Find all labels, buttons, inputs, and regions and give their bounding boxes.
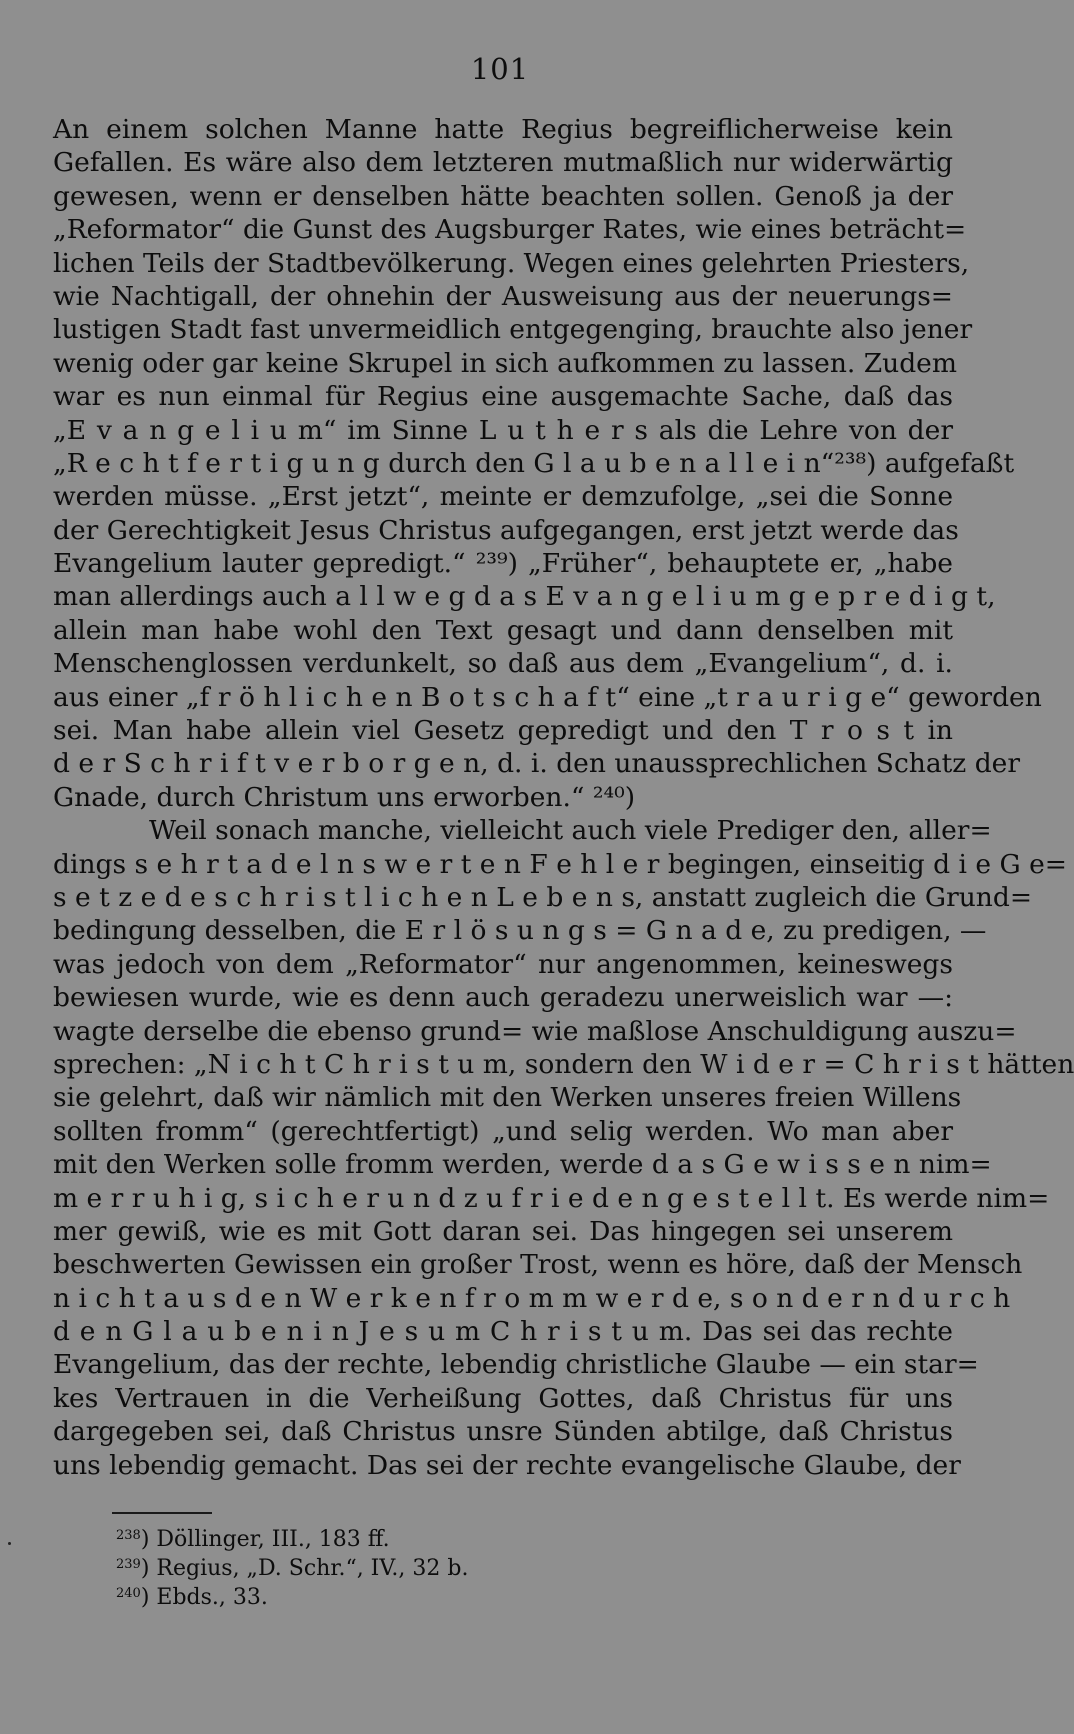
text-line: s e t z e d e s c h r i s t l i c h e n L e b e n s, anstatt zugleich die Grund= (53, 881, 1033, 913)
text-line: allein man habe wohl den Text gesagt und dann denselben mit (53, 614, 953, 646)
text-line: man allerdings auch a l l w e g d a s E v a n g e l i u m g e p r e d i g t, (53, 581, 996, 613)
text-line: „Reformator“ die Gunst des Augsburger Rates, wie eines beträcht= (53, 214, 967, 246)
text-line: m e r r u h i g, s i c h e r u n d z u f r i e d e n g e s t e l l t. Es werde nim= (53, 1182, 1050, 1214)
text-line: der Gerechtigkeit Jesus Christus aufgegangen, erst jetzt werde das (53, 514, 959, 546)
text-line: An einem solchen Manne hatte Regius begreiflicherweise kein (53, 114, 953, 145)
text-line: wenig oder gar keine Skrupel in sich aufkommen zu lassen. Zudem (53, 347, 957, 379)
text-line: bewiesen wurde, wie es denn auch geradezu unerweislich war —: (53, 982, 953, 1014)
text-line: was jedoch von dem „Reformator“ nur angenommen, keineswegs (53, 948, 953, 980)
footnote-number: 240 (116, 1586, 141, 1601)
text-line: lichen Teils der Stadtbevölkerung. Wegen eines gelehrten Priesters, (53, 247, 970, 279)
text-line: aus einer „f r ö h l i c h e n B o t s c h a f t“ eine „t r a u r i g e“ geworden (53, 681, 1042, 713)
text-line: sollten fromm“ (gerechtfertigt) „und selig werden. Wo man aber (53, 1115, 953, 1147)
text-line: „E v a n g e l i u m“ im Sinne L u t h e r s als die Lehre von der (53, 414, 953, 446)
text-line: uns lebendig gemacht. Das sei der rechte evangelische Glaube, der (53, 1449, 961, 1481)
text-line: mer gewiß, wie es mit Gott daran sei. Das hingegen sei unserem (53, 1215, 953, 1247)
text-line: „R e c h t f e r t i g u n g durch den G l a u b e n a l l e i n“²³⁸) aufgefaßt (53, 447, 1015, 479)
text-line: beschwerten Gewissen ein großer Trost, wenn es höre, daß der Mensch (53, 1249, 1023, 1281)
text-line: d e n G l a u b e n i n J e s u m C h r i s t u m. Das sei das rechte (53, 1316, 953, 1348)
text-line: bedingung desselben, die E r l ö s u n g s = G n a d e, zu predigen, — (53, 915, 987, 947)
text-line: Evangelium, das der rechte, lebendig christliche Glaube — ein star= (53, 1349, 979, 1381)
text-line: dings s e h r t a d e l n s w e r t e n F e h l e r begingen, einseitig d i e G e= (53, 848, 1067, 880)
scan-speck (8, 1542, 11, 1545)
text-line: Gefallen. Es wäre also dem letzteren mutmaßlich nur widerwärtig (53, 147, 953, 179)
footnote: $^{240}$) Ebds., 33. (116, 1585, 268, 1610)
text-line: wie Nachtigall, der ohnehin der Ausweisung aus der neuerungs= (53, 280, 953, 312)
footnote-text: Döllinger, III., 183 ff. (156, 1527, 390, 1552)
footnote: $^{239}$) Regius, „D. Schr.“, IV., 32 b. (116, 1556, 469, 1581)
footnote-text: Ebds., 33. (156, 1585, 268, 1610)
text-line: wagte derselbe die ebenso grund= wie maßlose Anschuldigung auszu= (53, 1015, 1017, 1047)
text-line: n i c h t a u s d e n W e r k e n f r o m m w e r d e, s o n d e r n d u r c h (53, 1282, 1011, 1314)
text-line: Menschenglossen verdunkelt, so daß aus dem „Evangelium“, d. i. (53, 648, 953, 680)
text-line: werden müsse. „Erst jetzt“, meinte er demzufolge, „sei die Sonne (53, 481, 953, 513)
footnote-number: 239 (116, 1557, 141, 1572)
text-line: dargegeben sei, daß Christus unsre Sünden abtilge, daß Christus (53, 1416, 953, 1448)
text-line: Evangelium lauter gepredigt.“ ²³⁹) „Früher“, behauptete er, „habe (53, 548, 953, 580)
text-line: kes Vertrauen in die Verheißung Gottes, daß Christus für uns (53, 1382, 953, 1414)
text-line: mit den Werken solle fromm werden, werde d a s G e w i s s e n nim= (53, 1149, 992, 1181)
page-number: 101 (470, 52, 530, 86)
footnotes (116, 1521, 816, 1608)
text-line: sprechen: „N i c h t C h r i s t u m, sondern den W i d e r = C h r i s t hätten (53, 1048, 1074, 1080)
text-line: Weil sonach manche, vielleicht auch viele Prediger den, aller= (149, 815, 992, 847)
text-line: lustigen Stadt fast unvermeidlich entgegenging, brauchte also jener (53, 314, 973, 346)
text-line: sei. Man habe allein viel Gesetz gepredigt und den T r o s t in (53, 715, 953, 747)
body-text (53, 113, 1074, 1482)
text-line: gewesen, wenn er denselben hätte beachten sollen. Genoß ja der (53, 180, 953, 212)
footnote-divider (112, 1512, 212, 1514)
text-line: sie gelehrt, daß wir nämlich mit den Werken unseres freien Willens (53, 1082, 962, 1114)
footnote-number: 238 (116, 1528, 141, 1543)
text-line: war es nun einmal für Regius eine ausgemachte Sache, daß das (53, 381, 953, 413)
text-line: d e r S c h r i f t v e r b o r g e n, d. i. den unaussprechlichen Schatz der (53, 748, 1021, 780)
footnote-text: Regius, „D. Schr.“, IV., 32 b. (156, 1556, 469, 1581)
text-line: Gnade, durch Christum uns erworben.“ ²⁴⁰) (53, 781, 636, 813)
footnote: $^{238}$) Döllinger, III., 183 ff. (116, 1527, 390, 1552)
